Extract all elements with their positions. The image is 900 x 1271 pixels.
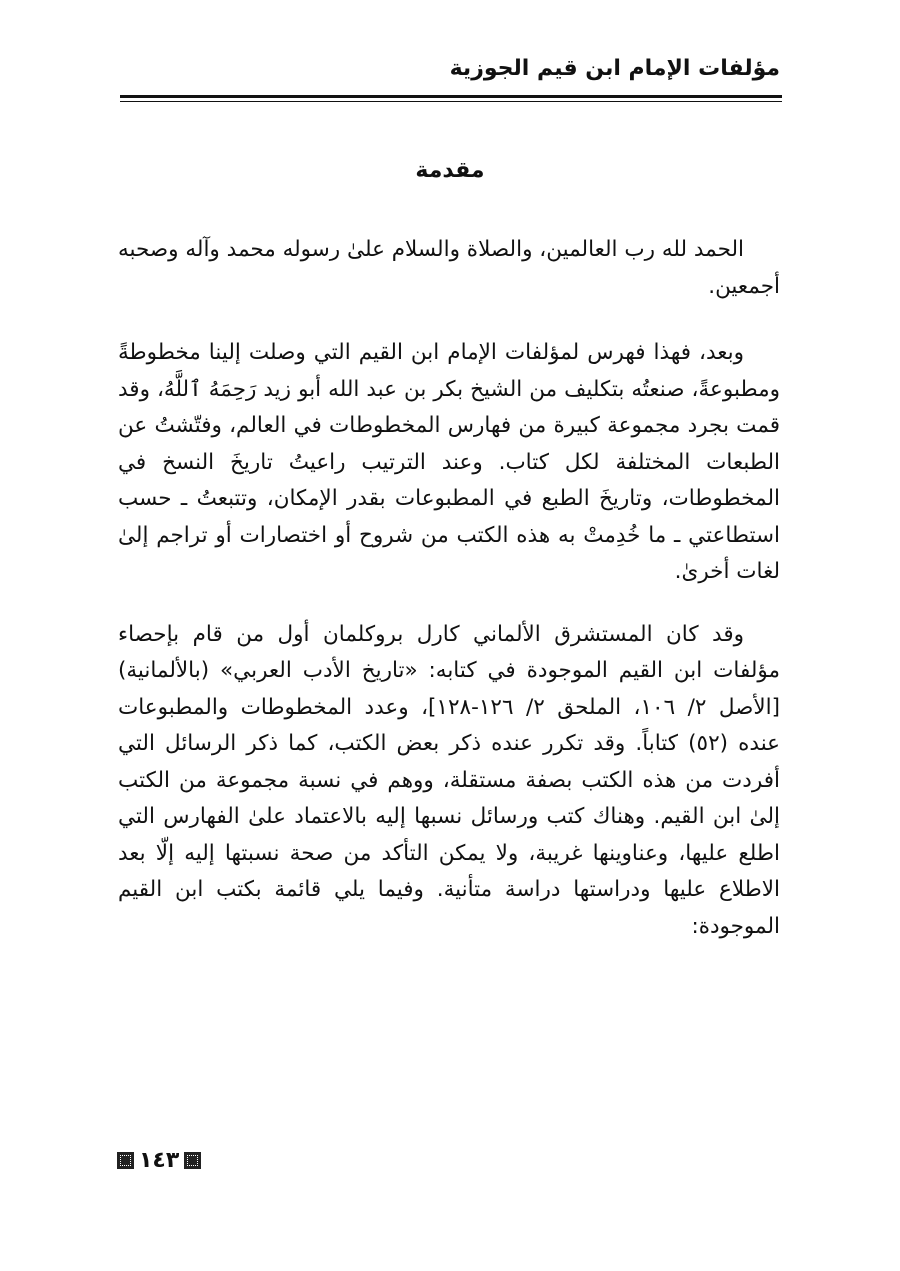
header-rule-thick xyxy=(120,95,782,98)
paragraph-purpose: وبعد، فهذا فهرس لمؤلفات الإمام ابن القيم التي وصلت إلينا مخطوطةً ومطبوعةً، صنعتُه بتكليف من الشيخ بكر بن عبد الله أبو زيد رَحِمَهُ ٱللَّهُ، وقد قمت بجرد مجموعة كبيرة من فهارس المخطوطات في العالم، وفتّشتُ عن الطبعات المختلفة لكل كتاب. وعند الترتيب راعيتُ تاريخَ النسخ في المخطوطات، وتاريخَ الطبع في المطبوعات بقدر الإمكان، وتتبعتُ ـ حسب استطاعتي ـ ما خُدِمتْ به هذه الكتب من شروح أو اختصارات أو تراجم إلىٰ لغات أخرىٰ. xyxy=(118,340,780,584)
ornament-left-icon xyxy=(117,1152,134,1169)
section-title: مقدمة xyxy=(415,158,485,183)
paragraph-brockelmann: وقد كان المستشرق الألماني كارل بروكلمان أول من قام بإحصاء مؤلفات ابن القيم الموجودة في كتابه: «تاريخ الأدب العربي» (بالألمانية) [الأصل ٢/ ١٠٦، الملحق ٢/ ١٢٦-١٢٨]، وعدد المخطوطات والمطبوعات عنده (٥٢) كتاباً. وقد تكرر عنده ذكر بعض الكتب، كما ذكر الرسائل التي أفردت من هذه الكتب بصفة مستقلة، ووهم في نسبة مجموعة من الكتب إلىٰ ابن القيم. وهناك كتب ورسائل نسبها إليه بالاعتماد علىٰ الفهارس التي اطلع عليها، وعناوينها غريبة، ولا يمكن التأكد من صحة نسبتها إليه إلّا بعد الاطلاع عليها ودراستها دراسة متأنية. وفيما يلي قائمة بكتب ابن القيم الموجودة: xyxy=(118,621,781,939)
ornament-right-icon xyxy=(184,1152,201,1169)
body-text xyxy=(118,232,780,971)
page-number: ١٤٣ xyxy=(139,1148,180,1173)
running-head: مؤلفات الإمام ابن قيم الجوزية xyxy=(449,56,780,81)
paragraph-opening-praise: الحمد لله رب العالمين، والصلاة والسلام علىٰ رسوله محمد وآله وصحبه أجمعين. xyxy=(118,237,780,299)
header-rule-thin xyxy=(120,101,782,102)
page-folio xyxy=(117,1148,201,1173)
